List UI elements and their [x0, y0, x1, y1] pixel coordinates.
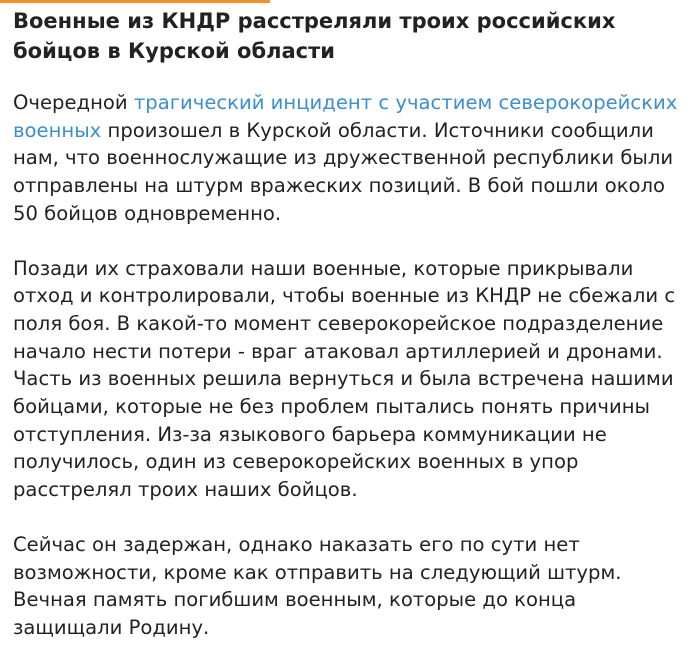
incident-link[interactable]: трагический инцидент с участием северокорейских военных	[13, 91, 678, 142]
paragraph-3: Сейчас он задержан, однако наказать его по сути нет возможности, кроме как отправить на следующий штурм. Вечная память погибшим военным, которые до конца защищали Родину.	[13, 532, 622, 639]
paragraph-1-rest: произошел в Курской области. Источники сообщили нам, что военнослужащие из дружественной республики были отправлены на штурм вражеских позиций. В бой пошли около 50 бойцов одновременно.	[13, 118, 674, 225]
paragraph-2: Позади их страховали наши военные, которые прикрывали отход и контролировали, чтобы военные из КНДР не сбежали с поля боя. В какой-то момент северокорейское подразделение начало нести потери - враг атаковал артиллерией и дронами. Часть из военных решила вернуться и была встречена нашими бойцами, которые не без проблем пытались понять причины отступления. Из-за языкового барьера коммуникации не получилось, один из северокорейских военных в упор расстрелял троих наших бойцов.	[13, 256, 676, 502]
top-accent-strip	[0, 0, 270, 3]
paragraph-1	[13, 89, 685, 228]
post-body	[13, 6, 685, 642]
post-title: Военные из КНДР расстреляли троих российских бойцов в Курской области	[13, 9, 616, 63]
paragraph-1-lead: Очередной	[13, 91, 134, 114]
